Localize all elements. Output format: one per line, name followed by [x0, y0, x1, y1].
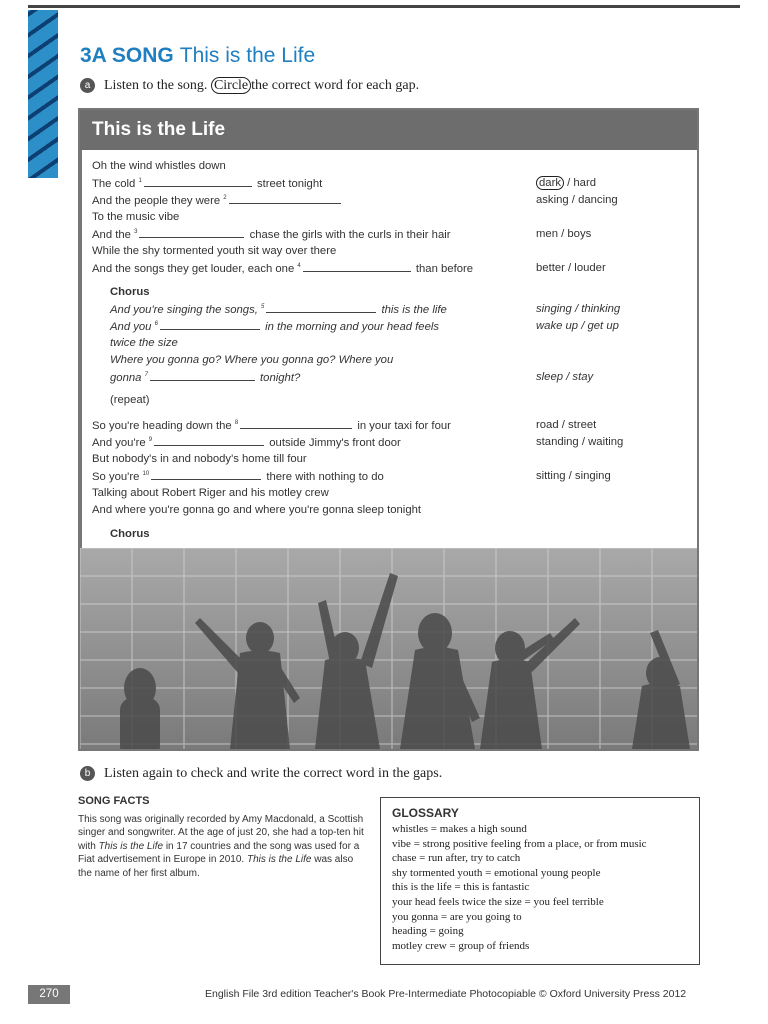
lyric-line: Where you gonna go? Where you gonna go? Where you: [110, 354, 394, 366]
lyrics-box: [82, 150, 697, 550]
song-panel: [78, 108, 699, 751]
chorus-label: Chorus: [110, 528, 150, 540]
song-facts-text: This song was originally recorded by Amy Macdonald, a Scottish singer and songwriter. At the age of just 20, she had a top-ten hit with This is the Life in 17 countries and the song was used for a Fiat advertisement in Europe in 2010. This is the Life was also the name of her first album.: [78, 813, 364, 879]
glossary-item: heading = going: [392, 925, 464, 938]
song-title-bar: This is the Life: [80, 110, 697, 150]
circled-word: Circle: [211, 77, 251, 94]
page-number: 270: [28, 985, 70, 1004]
choice-1[interactable]: dark / hard: [536, 177, 596, 189]
page-title: [80, 44, 315, 68]
lyric-line: Talking about Robert Riger and his motley crew: [92, 487, 329, 499]
glossary-item: your head feels twice the size = you feel terrible: [392, 895, 604, 908]
choice-9[interactable]: standing / waiting: [536, 436, 624, 448]
answer-gap[interactable]: [160, 320, 260, 330]
lyric-line: And the $^3$ chase the girls with the curls in their hair: [92, 229, 451, 241]
choice-2[interactable]: asking / dancing: [536, 194, 618, 206]
chorus-label: Chorus: [110, 286, 150, 298]
glossary-item: vibe = strong positive feeling from a place, or from music: [392, 837, 647, 850]
top-rule: [28, 5, 740, 8]
footer-credit: English File 3rd edition Teacher's Book Pre-Intermediate Photocopiable © Oxford University Press 2012: [205, 988, 687, 1000]
song-facts: [78, 795, 368, 881]
lyric-line: And where you're gonna go and where you're gonna sleep tonight: [92, 504, 422, 516]
lyric-line: But nobody's in and nobody's home till four: [92, 453, 307, 465]
answer-gap[interactable]: [144, 177, 252, 187]
lyric-line: So you're heading down the $^8$ in your taxi for four: [92, 420, 451, 432]
glossary-box: [380, 797, 700, 965]
task-b-badge: b: [80, 766, 95, 781]
lyric-line: While the shy tormented youth sit way over there: [92, 245, 337, 257]
lyric-line: The cold $^1$ street tonight: [92, 178, 323, 190]
answer-gap[interactable]: [154, 436, 264, 446]
lyric-line: twice the size: [110, 337, 178, 349]
section-number: 3A SONG: [80, 44, 174, 67]
song-facts-heading: SONG FACTS: [78, 795, 150, 807]
glossary-item: motley crew = group of friends: [392, 939, 530, 952]
answer-gap[interactable]: [240, 419, 352, 429]
dancers-photo: [80, 548, 697, 749]
answer-gap[interactable]: [266, 303, 376, 313]
lyric-line: And you $^6$ in the morning and your head feels: [110, 321, 440, 333]
choice-6[interactable]: wake up / get up: [536, 320, 619, 332]
lyric-line: Oh the wind whistles down: [92, 160, 226, 172]
glossary-item: chase = run after, try to catch: [392, 852, 521, 865]
lyric-line: And you're singing the songs, $^5$ this is the life: [110, 304, 447, 316]
glossary-item: you gonna = are you going to: [392, 910, 522, 923]
answer-gap[interactable]: [303, 262, 411, 272]
lyric-line: To the music vibe: [92, 211, 180, 223]
answer-gap[interactable]: [229, 194, 341, 204]
choice-5[interactable]: singing / thinking: [536, 303, 621, 315]
lyric-line: So you're $^{10}$ there with nothing to do: [92, 471, 384, 483]
task-b-instruction: b Listen again to check and write the correct word in the gaps.: [80, 766, 442, 782]
glossary-item: this is the life = this is fantastic: [392, 881, 530, 894]
glossary-heading: GLOSSARY: [392, 806, 459, 820]
lyric-line: And the people they were $^2$: [92, 194, 343, 207]
choice-3[interactable]: men / boys: [536, 228, 592, 240]
circled-choice: dark: [536, 176, 564, 190]
choice-10[interactable]: sitting / singing: [536, 470, 611, 482]
choice-7[interactable]: sleep / stay: [536, 371, 594, 383]
repeat-label: (repeat): [110, 394, 150, 406]
choice-8[interactable]: road / street: [536, 419, 597, 431]
lyric-line: And the songs they get louder, each one $^4$ than before: [92, 263, 474, 275]
answer-gap[interactable]: [139, 228, 244, 238]
task-a-instruction: a Listen to the song. Circle the correct word for each gap.: [80, 78, 419, 94]
decorative-stripe: [28, 10, 58, 178]
task-a-badge: a: [80, 78, 95, 93]
glossary-item: shy tormented youth = emotional young people: [392, 866, 601, 879]
glossary-item: whistles = makes a high sound: [392, 823, 527, 835]
section-title: This is the Life: [179, 44, 316, 67]
answer-gap[interactable]: [151, 470, 261, 480]
choice-4[interactable]: better / louder: [536, 262, 606, 274]
lyric-line: And you're $^9$ outside Jimmy's front door: [92, 437, 401, 449]
lyric-line: gonna $^7$ tonight?: [110, 372, 301, 384]
answer-gap[interactable]: [150, 371, 255, 381]
